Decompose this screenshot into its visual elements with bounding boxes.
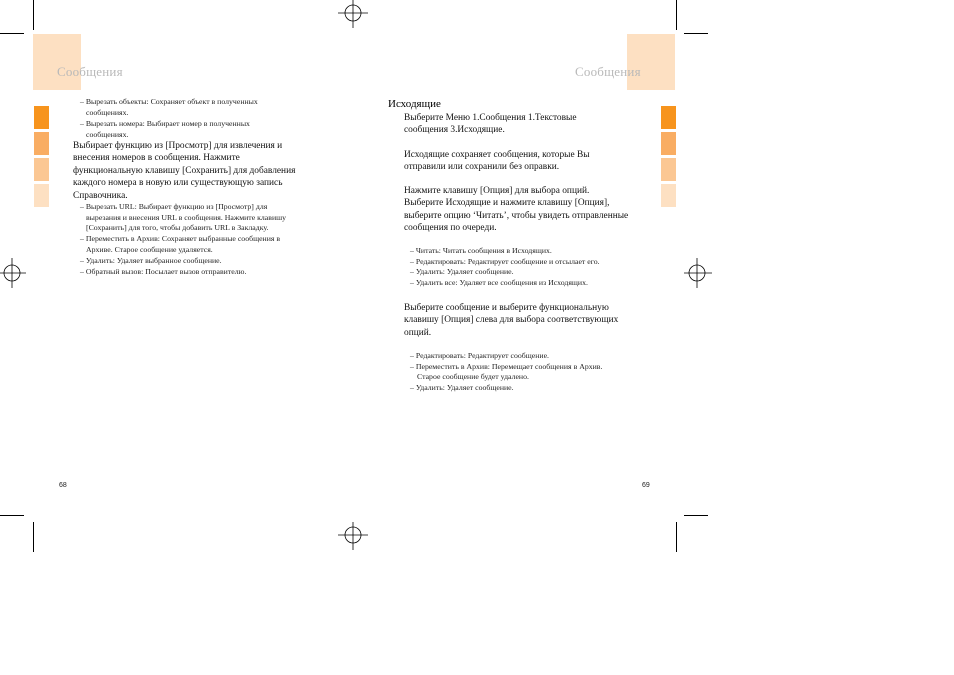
left-bullet: – Удалить: Удаляет выбранное сообщение.: [80, 256, 222, 265]
side-tab: [661, 184, 676, 207]
side-tab: [661, 132, 676, 155]
crop-mark: [33, 0, 34, 30]
crop-mark: [676, 0, 677, 30]
registration-mark-icon: [0, 258, 30, 288]
menu-path: Выберите Меню 1.Сообщения 1.Текстовые сообщения 3.Исходящие.: [404, 113, 577, 136]
right-paragraph: Исходящие сохраняет сообщения, которые Вы отправили или сохранили без оправки.: [404, 150, 590, 173]
right-bullet-list: – Читать: Читать сообщения в Исходящих. – Редактировать: Редактирует сообщение и отсылает его. – Удалить: Удаляет сообщение. – Удалить все: Удаляет все сообщения из Исходящих.: [410, 246, 600, 287]
side-tab: [661, 106, 676, 129]
crop-mark: [684, 33, 708, 34]
registration-mark-icon: [682, 258, 712, 288]
page-number-right: 69: [642, 482, 650, 489]
side-tab: [34, 132, 49, 155]
page-title-left: Сообщения: [57, 64, 123, 79]
right-bullet-list: – Редактировать: Редактирует сообщение. – Переместить в Архив: Перемещает сообщения в Архив. Старое сообщение будет удалено. – Удалить: Удаляет сообщение.: [410, 351, 603, 392]
registration-mark-icon: [338, 520, 368, 550]
page-number-left: 68: [59, 482, 67, 489]
left-bullet: – Обратный вызов: Посылает вызов отправителю.: [80, 267, 247, 276]
crop-mark: [676, 522, 677, 552]
section-title: Исходящие: [388, 98, 441, 110]
left-bullet: – Вырезать объекты: Сохраняет объект в полученных сообщениях.: [80, 97, 258, 117]
left-bullet: – Вырезать URL: Выбирает функцию из [Просмотр] для вырезания и внесения URL в сообщения. Нажмите клавишу [Сохранить] для того, чтобы добавить URL в Закладку.: [80, 202, 287, 232]
page-title-right: Сообщения: [575, 64, 641, 79]
header-block-left: [33, 34, 81, 90]
registration-mark-icon: [338, 0, 368, 30]
left-bullet: – Вырезать номера: Выбирает номер в полученных сообщениях.: [80, 119, 250, 139]
left-paragraph: Выбирает функцию из [Просмотр] для извлечения и внесения номеров в сообщения. Нажмите функциональную клавишу [Сохранить] для добавления каждого номера в новую или существующую запись Справочника.: [73, 141, 296, 201]
crop-mark: [33, 522, 34, 552]
crop-mark: [684, 515, 708, 516]
side-tab: [34, 106, 49, 129]
right-paragraph: Нажмите клавишу [Опция] для выбора опций. Выберите Исходящие и нажмите клавишу [Опция], выберите опцию ‘Читать’, чтобы увидеть отправленные сообщения по очереди.: [404, 186, 629, 234]
side-tab: [661, 158, 676, 181]
side-tab: [34, 184, 49, 207]
side-tab: [34, 158, 49, 181]
crop-mark: [0, 515, 24, 516]
header-block-right: [627, 34, 675, 90]
crop-mark: [0, 33, 24, 34]
right-paragraph: Выберите сообщение и выберите функциональную клавишу [Опция] слева для выбора соответствующих опций.: [404, 303, 619, 338]
left-bullet: – Переместить в Архив: Сохраняет выбранные сообщения в Архиве. Старое сообщение удаляется.: [80, 234, 281, 254]
